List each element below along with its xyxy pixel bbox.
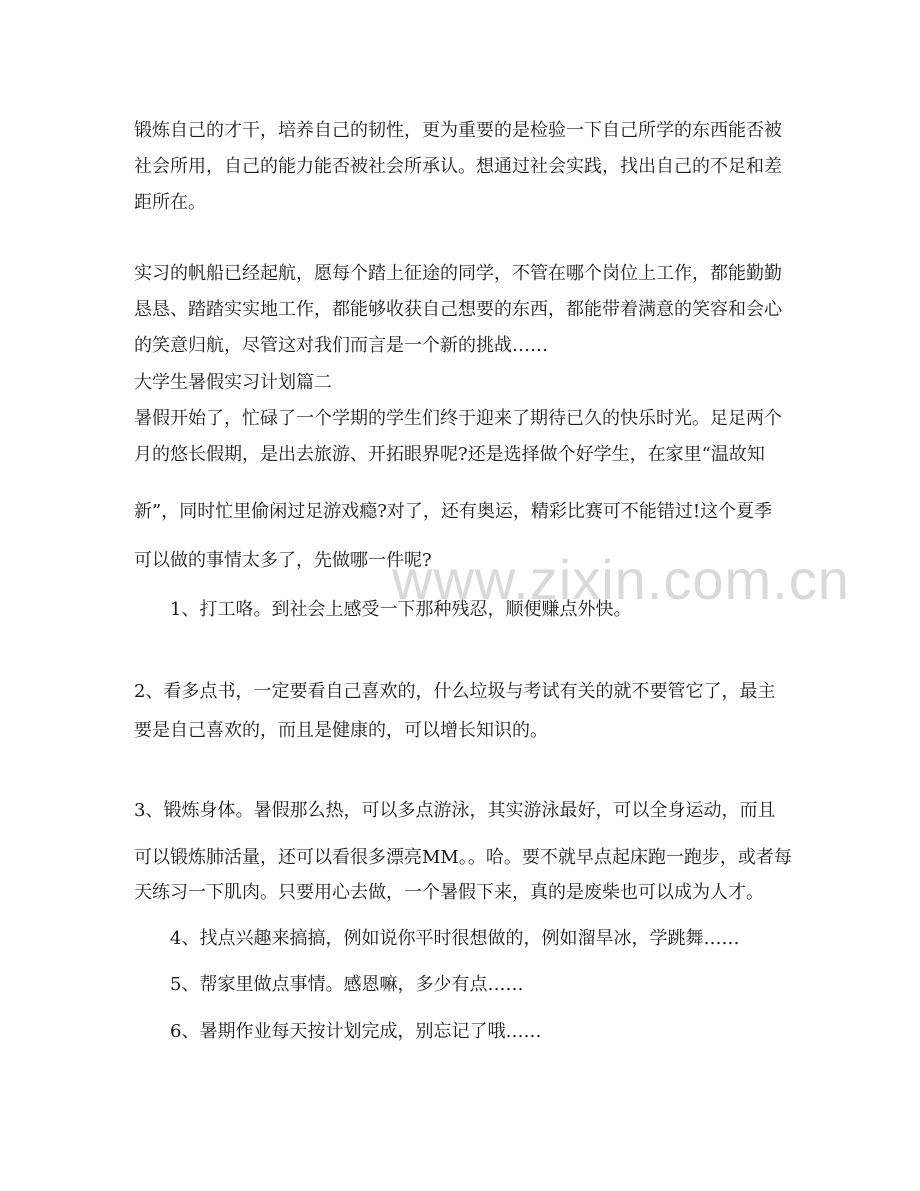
- paragraph-line: 距所在。: [134, 192, 206, 213]
- list-item: 5、帮家里做点事情。感恩嘛，多少有点……: [170, 974, 524, 995]
- paragraph-line: 社会所用，自己的能力能否被社会所承认。想通过社会实践，找出自己的不足和差: [134, 156, 782, 177]
- paragraph-line: 天练习一下肌肉。只要用心去做，一个暑假下来，真的是废柴也可以成为人才。: [134, 882, 764, 903]
- list-item: 2、看多点书，一定要看自己喜欢的，什么垃圾与考试有关的就不要管它了，最主: [134, 681, 776, 702]
- list-item: 6、暑期作业每天按计划完成，别忘记了哦……: [170, 1021, 542, 1042]
- watermark-text: www.zixin.com.cn: [392, 548, 850, 611]
- paragraph-line: 锻炼自己的才干，培养自己的韧性，更为重要的是检验一下自己所学的东西能否被: [134, 120, 782, 141]
- paragraph-line: 可以锻炼肺活量，还可以看很多漂亮MM。。哈。要不就早点起床跑一跑步，或者每: [134, 847, 792, 868]
- paragraph-line: 新”，同时忙里偷闲过足游戏瘾?对了，还有奥运，精彩比赛可不能错过!这个夏季: [134, 501, 773, 522]
- list-item: 1、打工咯。到社会上感受一下那种残忍，顺便赚点外快。: [170, 599, 632, 620]
- paragraph-line: 实习的帆船已经起航，愿每个踏上征途的同学，不管在哪个岗位上工作，都能勤勤: [134, 263, 782, 284]
- paragraph-line: 暑假开始了，忙碌了一个学期的学生们终于迎来了期待已久的快乐时光。足足两个: [134, 408, 782, 429]
- list-item: 3、锻炼身体。暑假那么热，可以多点游泳，其实游泳最好，可以全身运动，而且: [134, 800, 776, 821]
- paragraph-line: 恳恳、踏踏实实地工作，都能够收获自己想要的东西，都能带着满意的笑容和会心: [134, 299, 782, 320]
- paragraph-line: 要是自己喜欢的，而且是健康的，可以增长知识的。: [134, 720, 548, 741]
- section-heading: 大学生暑假实习计划篇二: [134, 372, 332, 393]
- paragraph-line: 月的悠长假期，是出去旅游、开拓眼界呢?还是选择做个好学生，在家里“温故知: [134, 444, 765, 465]
- paragraph-line: 可以做的事情太多了，先做哪一件呢?: [134, 550, 432, 571]
- paragraph-line: 的笑意归航，尽管这对我们而言是一个新的挑战……: [134, 335, 548, 356]
- list-item: 4、找点兴趣来搞搞，例如说你平时很想做的，例如溜旱冰，学跳舞……: [170, 928, 740, 949]
